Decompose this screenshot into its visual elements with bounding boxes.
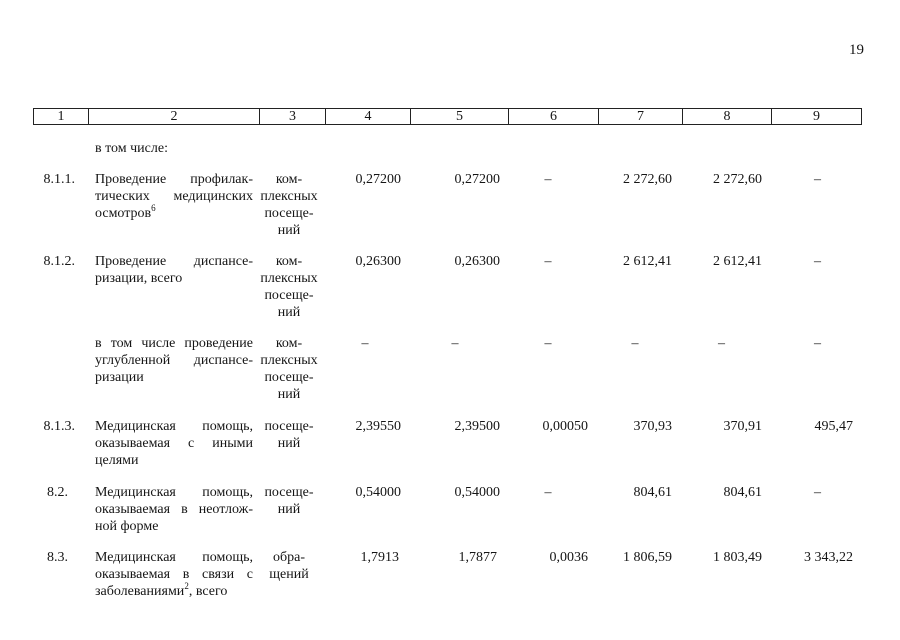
row-unit-line: обра- — [273, 550, 305, 565]
row-unit-line: ний — [277, 502, 301, 517]
row-unit — [258, 171, 320, 239]
cell-col-9: – — [814, 172, 821, 187]
cell-col-5: 0,54000 — [454, 485, 500, 500]
cell-col-9: – — [814, 485, 821, 500]
cell-col-8: 804,61 — [723, 485, 762, 500]
cell-col-7: – — [631, 336, 639, 351]
row-name-line: в том числе проведение — [95, 336, 253, 351]
header-col-8: 8 — [682, 109, 771, 124]
cell-col-6: – — [544, 336, 552, 351]
row-unit-line: посеще- — [264, 288, 314, 303]
row-number: 8.1.3. — [43, 419, 75, 434]
cell-col-5: 2,39500 — [454, 419, 500, 434]
row-name — [95, 253, 253, 287]
header-col-7: 7 — [598, 109, 682, 124]
header-col-6: 6 — [508, 109, 598, 124]
row-unit — [258, 418, 320, 452]
page-number: 19 — [849, 42, 864, 58]
header-col-4: 4 — [325, 109, 410, 124]
intro-text: в том числе: — [95, 141, 168, 156]
row-unit-line: посеще- — [264, 419, 314, 434]
row-unit-line: плексных — [260, 271, 318, 286]
row-unit-line: ком- — [275, 172, 303, 187]
row-name-line: Медицинская помощь, — [95, 485, 253, 500]
cell-col-6: – — [544, 485, 552, 500]
row-name-line: оказываемая в связи с — [95, 567, 253, 582]
cell-col-7: 2 612,41 — [623, 254, 672, 269]
cell-col-5: – — [451, 336, 459, 351]
cell-col-8: 1 803,49 — [713, 550, 762, 565]
row-unit-line: плексных — [260, 189, 318, 204]
table-header-row — [33, 108, 862, 125]
row-name-line — [95, 205, 253, 222]
row-unit-line: посеще- — [264, 206, 314, 221]
row-name-line: Проведение диспансе- — [95, 254, 253, 269]
footnote-mark: 6 — [151, 203, 156, 213]
row-name-line: ризации — [95, 370, 144, 385]
header-col-9: 9 — [771, 109, 861, 124]
cell-col-5: 0,27200 — [454, 172, 500, 187]
cell-col-9: 3 343,22 — [804, 550, 853, 565]
cell-col-4: 0,54000 — [355, 485, 401, 500]
header-col-5: 5 — [410, 109, 508, 124]
row-name-line: Медицинская помощь, — [95, 550, 253, 565]
row-unit-line: плексных — [260, 353, 318, 368]
cell-col-5: 0,26300 — [454, 254, 500, 269]
cell-col-4: – — [361, 336, 369, 351]
cell-col-9: 495,47 — [814, 419, 853, 434]
cell-col-9: – — [814, 254, 821, 269]
cell-col-7: 370,93 — [633, 419, 672, 434]
row-name-line: оказываемая с иными — [95, 436, 253, 451]
cell-col-4: 0,27200 — [355, 172, 401, 187]
cell-col-8: 2 612,41 — [713, 254, 762, 269]
cell-col-4: 2,39550 — [355, 419, 401, 434]
row-name-line: ризации, всего — [95, 271, 183, 286]
header-col-2: 2 — [88, 109, 259, 124]
row-name — [95, 171, 253, 222]
cell-col-7: 2 272,60 — [623, 172, 672, 187]
row-name — [95, 418, 253, 469]
cell-col-6: 0,0036 — [549, 550, 588, 565]
row-name-tail: , всего — [188, 584, 228, 599]
cell-col-4: 0,26300 — [355, 254, 401, 269]
row-name-line: углубленной диспансе- — [95, 353, 253, 368]
row-name-text: заболеваниями — [95, 584, 185, 599]
header-col-3: 3 — [259, 109, 325, 124]
row-unit-line: щений — [269, 567, 309, 582]
cell-col-8: – — [718, 336, 725, 351]
row-unit — [258, 253, 320, 321]
row-unit-line: ком- — [275, 336, 303, 351]
row-unit — [258, 335, 320, 403]
row-unit-line: ний — [277, 387, 301, 402]
row-unit-line: ний — [277, 305, 301, 320]
row-unit-line: посещe- — [264, 370, 314, 385]
row-name-line: Медицинская помощь, — [95, 419, 253, 434]
row-unit-line: ний — [277, 223, 301, 238]
footnote-mark: 2 — [184, 581, 189, 591]
row-number: 8.1.1. — [43, 172, 75, 187]
cell-col-8: 370,91 — [723, 419, 762, 434]
row-name — [95, 335, 253, 386]
row-unit-line: посеще- — [264, 485, 314, 500]
cell-col-6: – — [544, 172, 552, 187]
cell-col-4: 1,7913 — [360, 550, 399, 565]
cell-col-7: 804,61 — [633, 485, 672, 500]
row-name-line: тических медицинских — [95, 189, 253, 204]
row-name-line: целями — [95, 453, 139, 468]
row-name — [95, 549, 253, 600]
cell-col-6: – — [544, 254, 552, 269]
cell-col-9: – — [814, 336, 821, 351]
cell-col-7: 1 806,59 — [623, 550, 672, 565]
row-name-line: Проведение профилак- — [95, 172, 253, 187]
row-unit-line: ком- — [275, 254, 303, 269]
row-name — [95, 484, 253, 535]
row-unit — [258, 484, 320, 518]
row-name-text: осмотров — [95, 206, 152, 221]
row-number: 8.3. — [47, 550, 68, 565]
row-number: 8.2. — [47, 485, 68, 500]
cell-col-6: 0,00050 — [542, 419, 588, 434]
row-name-line: оказываемая в неотлож- — [95, 502, 253, 517]
row-unit — [258, 549, 320, 583]
row-name-line — [95, 583, 253, 600]
row-name-line: ной форме — [95, 519, 159, 534]
row-unit-line: ний — [277, 436, 301, 451]
cell-col-8: 2 272,60 — [713, 172, 762, 187]
row-number: 8.1.2. — [43, 254, 75, 269]
header-col-1: 1 — [57, 109, 65, 124]
cell-col-5: 1,7877 — [458, 550, 497, 565]
